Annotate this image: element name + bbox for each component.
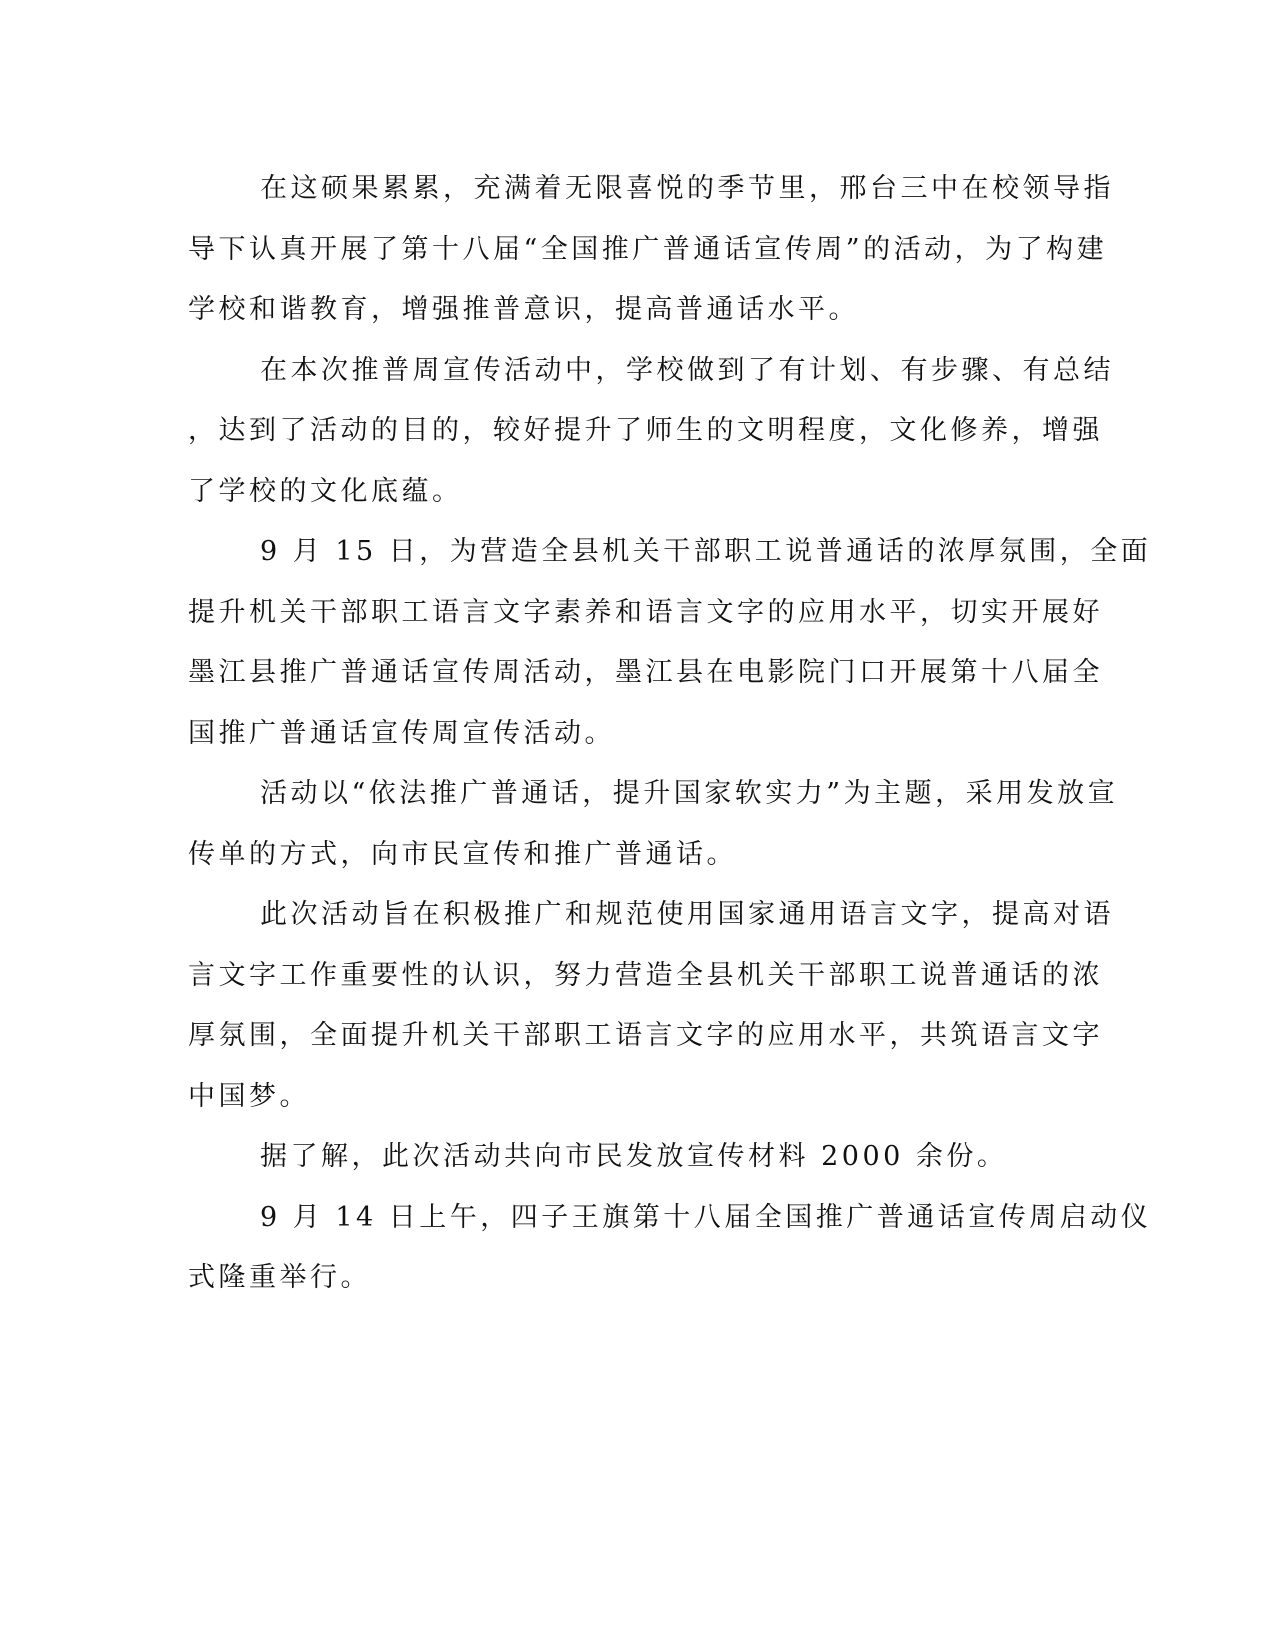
paragraph-line: 此次活动旨在积极推广和规范使用国家通用语言文字，提高对语 (260, 899, 1114, 930)
paragraph-4 (188, 764, 1119, 885)
paragraph-2 (188, 341, 1114, 523)
paragraph-line: 据了解，此次活动共向市民发放宣传材料 2000 余份。 (260, 1141, 1008, 1172)
paragraph-line: 言文字工作重要性的认识，努力营造全县机关干部职工说普通话的浓 (188, 959, 1103, 991)
paragraph-5 (188, 885, 1114, 1127)
paragraph-line: 厚氛围，全面提升机关干部职工语言文字的应用水平，共筑语言文字 (188, 1020, 1103, 1051)
paragraph-line: 活动以“依法推广普通话，提升国家软实力”为主题，采用发放宣 (260, 778, 1119, 809)
paragraph-line: 提升机关干部职工语言文字素养和语言文字的应用水平，切实开展好 (188, 596, 1103, 628)
paragraph-3 (188, 522, 1152, 764)
paragraph-line: 9 月 14 日上午，四子王旗第十八届全国推广普通话宣传周启动仪 (260, 1201, 1152, 1233)
paragraph-line: 导下认真开展了第十八届“全国推广普通话宣传周”的活动，为了构建 (188, 233, 1108, 265)
paragraph-line: ，达到了活动的目的，较好提升了师生的文明程度，文化修养，增强 (188, 415, 1103, 446)
paragraph-line: 式隆重举行。 (188, 1262, 371, 1293)
paragraph-6 (188, 1127, 1068, 1188)
paragraph-7 (188, 1188, 1152, 1309)
paragraph-line: 中国梦。 (188, 1080, 310, 1112)
paragraph-line: 在这硕果累累，充满着无限喜悦的季节里，邢台三中在校领导指 (260, 173, 1114, 204)
paragraph-1 (188, 159, 1114, 341)
document-body (188, 159, 1152, 1309)
paragraph-line: 国推广普通话宣传周宣传活动。 (188, 717, 615, 749)
paragraph-line: 在本次推普周宣传活动中，学校做到了有计划、有步骤、有总结 (260, 354, 1114, 386)
paragraph-line: 学校和谐教育，增强推普意识，提高普通话水平。 (188, 294, 859, 325)
paragraph-line: 了学校的文化底蕴。 (188, 475, 463, 507)
paragraph-line: 墨江县推广普通话宣传周活动，墨江县在电影院门口开展第十八届全 (188, 657, 1103, 688)
paragraph-line: 传单的方式，向市民宣传和推广普通话。 (188, 838, 737, 870)
paragraph-line: 9 月 15 日，为营造全县机关干部职工说普通话的浓厚氛围，全面 (260, 536, 1152, 567)
